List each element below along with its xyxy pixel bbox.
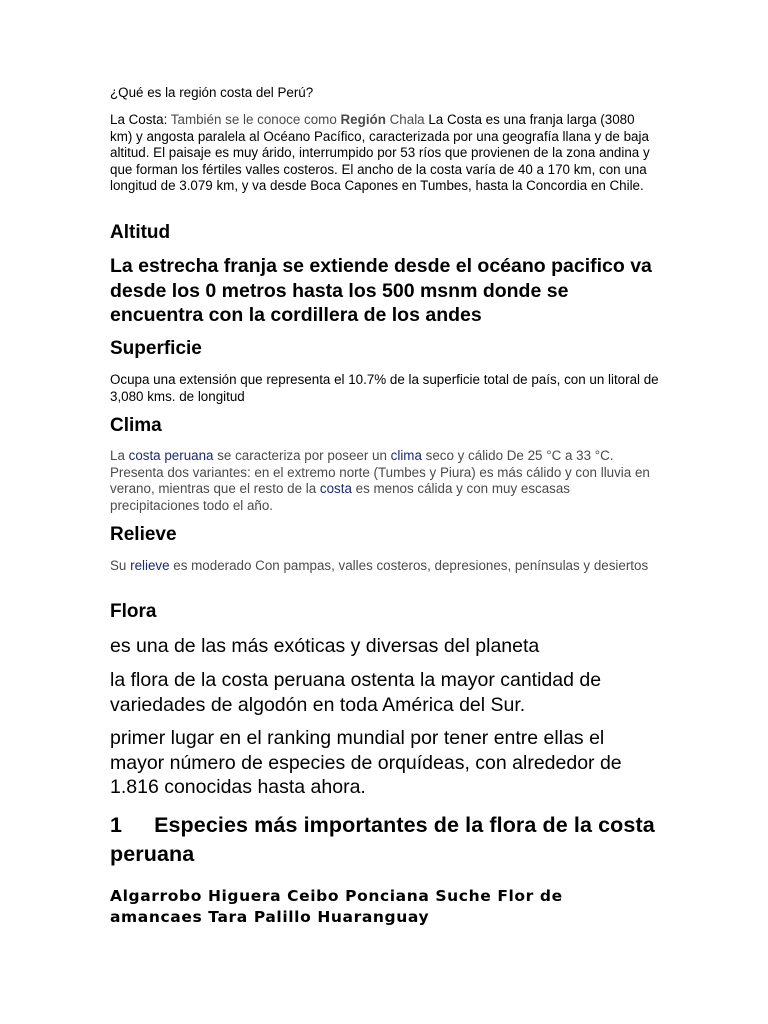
heading-especies [110, 811, 660, 869]
intro-gray-2: Chala [385, 112, 425, 127]
flora-p1: es una de las más exóticas y diversas del planeta [110, 635, 540, 657]
clima-t1: La [110, 448, 129, 463]
clima-t3: seco y cálido De 25 °C a 33 °C. Presenta dos variantes: en el extremo norte (Tumbes y Piura) es más cálido y con lluvia en verano, mientras que el resto de la [110, 448, 650, 497]
relieve-t2: es moderado Con pampas, valles costeros, depresiones, penínsulas y desiertos [169, 558, 649, 573]
relieve-link[interactable]: relieve [130, 558, 170, 573]
question-line: ¿Qué es la región costa del Perú? [110, 85, 314, 100]
clima-link-costa[interactable]: costa [319, 481, 352, 497]
intro-paragraph [110, 112, 660, 195]
intro-region-bold: Región [340, 112, 386, 127]
heading-flora: Flora [110, 601, 157, 622]
clima-t2: se caracteriza por poseer un [213, 448, 391, 463]
clima-link-costa-peruana[interactable]: costa peruana [128, 448, 214, 463]
especies-number: 1 [110, 813, 123, 837]
clima-text [110, 448, 660, 514]
superficie-text: Ocupa una extensión que representa el 10.7% de la superficie total de país, con un litoral de 3,080 kms. de longitud [110, 372, 659, 404]
clima-t4: es menos cálida y con muy escasas precipitaciones todo el año. [110, 481, 570, 513]
relieve-text [110, 558, 660, 575]
intro-gray-1: También se le conoce como [167, 112, 341, 127]
flora-p2: la flora de la costa peruana ostenta la mayor cantidad de variedades de algodón en toda América del Sur. [110, 669, 602, 716]
relieve-t1: Su [110, 558, 131, 573]
altitud-text: La estrecha franja se extiende desde el océano pacifico va desde los 0 metros hasta los 500 msnm donde se encuentra con la cordillera de los andes [110, 255, 652, 326]
heading-altitud: Altitud [110, 222, 171, 243]
heading-superficie: Superficie [110, 338, 202, 359]
especies-heading-text: Especies más importantes de la flora de la costa peruana [110, 813, 655, 866]
clima-link-clima[interactable]: clima [390, 448, 422, 463]
especies-list: Algarrobo Higuera Ceibo Ponciana Suche Flor de amancaes Tara Palillo Huaranguay [110, 887, 563, 926]
flora-p3: primer lugar en el ranking mundial por tener entre ellas el mayor número de especies de orquídeas, con alrededor de 1.816 conocidas hasta ahora. [110, 727, 622, 798]
intro-body: La Costa es una franja larga (3080 km) y angosta paralela al Océano Pacífico, caracterizada por una geografía llana y de baja altitud. El paisaje es muy árido, interrumpido por 53 ríos que provienen de la zona andina y que forman los fértiles valles costeros. El ancho de la costa varía de 40 a 170 km, con una longitud de 3.079 km, y va desde Boca Capones en Tumbes, hasta la Concordia en Chile. [110, 112, 650, 194]
heading-relieve: Relieve [110, 524, 177, 545]
intro-label: La Costa: [110, 112, 168, 127]
heading-clima: Clima [110, 415, 162, 436]
